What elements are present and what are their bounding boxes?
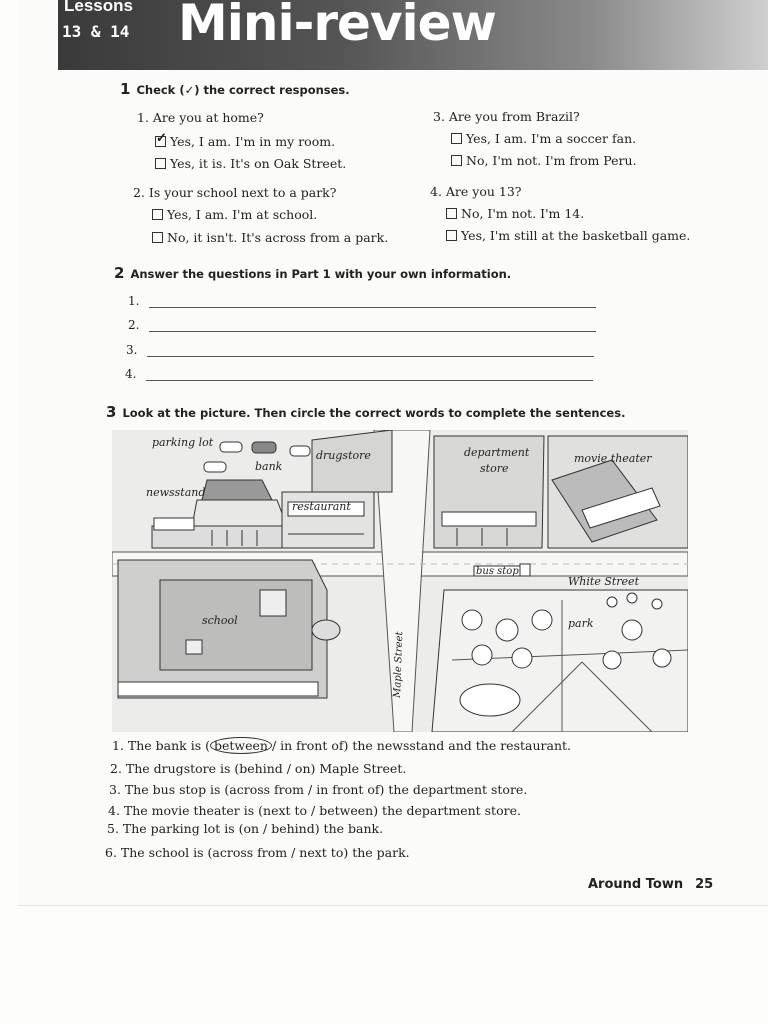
town-map-illustration [112,430,688,732]
answer-line-1[interactable]: 1. [128,294,596,308]
label-bank: bank [255,460,283,473]
lessons-label: Lessons [64,0,133,15]
checkbox-icon[interactable] [155,158,166,169]
answer-field[interactable] [149,319,596,332]
sentence-6[interactable]: 6. The school is (across from / next to) the park. [105,845,410,860]
part3-heading [106,403,625,421]
sentence-3[interactable]: 3. The bus stop is (across from / in front of) the department store. [109,782,528,797]
question-4-option-2[interactable]: Yes, I'm still at the basketball game. [446,228,690,243]
question-1-option-1[interactable]: ✓ Yes, I am. I'm in my room. [155,134,335,149]
answer-field[interactable] [146,368,593,381]
part2-heading [114,264,511,282]
part3-instruction: Look at the picture. Then circle the correct words to complete the sentences. [122,406,626,420]
park-area [432,590,688,732]
answer-line-2[interactable]: 2. [128,318,596,332]
label-park: park [568,617,594,630]
checkbox-icon[interactable] [451,155,462,166]
question-3: 3. Are you from Brazil? [433,109,580,124]
question-1-option-2[interactable]: Yes, it is. It's on Oak Street. [155,156,346,171]
sentence-4[interactable]: 4. The movie theater is (next to / between) the department store. [108,803,521,818]
part2-instruction: Answer the questions in Part 1 with your own information. [130,267,512,281]
page-footer [588,877,713,892]
label-maple-street: Maple Street [392,631,406,699]
checkbox-icon[interactable] [446,230,457,241]
checkbox-icon[interactable] [152,209,163,220]
question-2-option-2[interactable]: No, it isn't. It's across from a park. [152,230,388,245]
answer-field[interactable] [147,344,594,357]
page-title: Mini-review [178,0,496,52]
question-2: 2. Is your school next to a park? [133,185,337,200]
question-4-option-1[interactable]: No, I'm not. I'm 14. [446,206,584,221]
label-drugstore: drugstore [316,449,371,462]
question-1: 1. Are you at home? [137,110,264,125]
question-4: 4. Are you 13? [430,184,522,199]
part1-instruction: Check (✓) the correct responses. [136,83,350,97]
sentence-5[interactable]: 5. The parking lot is (on / behind) the bank. [107,821,384,836]
circled-answer[interactable]: between [210,737,272,754]
question-2-option-1[interactable]: Yes, I am. I'm at school. [152,207,317,222]
part1-heading [120,80,350,98]
part1-number: 1 [120,80,131,98]
page-number: 25 [695,877,714,892]
label-school: school [202,614,238,627]
answer-field[interactable] [149,295,596,308]
answer-line-3[interactable]: 3. [126,343,594,357]
label-department: department [464,446,530,459]
label-store: store [480,462,509,475]
lesson-numbers: 13 & 14 [62,22,130,41]
checkbox-icon[interactable] [446,208,457,219]
label-restaurant: restaurant [292,500,351,513]
label-white-street: White Street [568,575,639,588]
part2-number: 2 [114,264,125,282]
question-3-option-1[interactable]: Yes, I am. I'm a soccer fan. [451,131,636,146]
sentence-1: 1. The bank is ( between / in front of) the newsstand and the restaurant. [112,738,571,753]
label-parking-lot: parking lot [152,436,214,449]
label-movie-theater: movie theater [574,452,652,465]
sentence-2[interactable]: 2. The drugstore is (behind / on) Maple Street. [110,761,407,776]
question-3-option-2[interactable]: No, I'm not. I'm from Peru. [451,153,637,168]
label-bus-stop: bus stop [476,566,519,577]
checkbox-checked-icon[interactable] [155,136,166,147]
school-building [118,560,340,698]
label-newsstand: newsstand [146,486,206,499]
section-name: Around Town [588,877,684,892]
checkbox-icon[interactable] [152,232,163,243]
answer-line-4[interactable]: 4. [125,367,593,381]
checkbox-icon[interactable] [451,133,462,144]
part3-number: 3 [106,403,117,421]
